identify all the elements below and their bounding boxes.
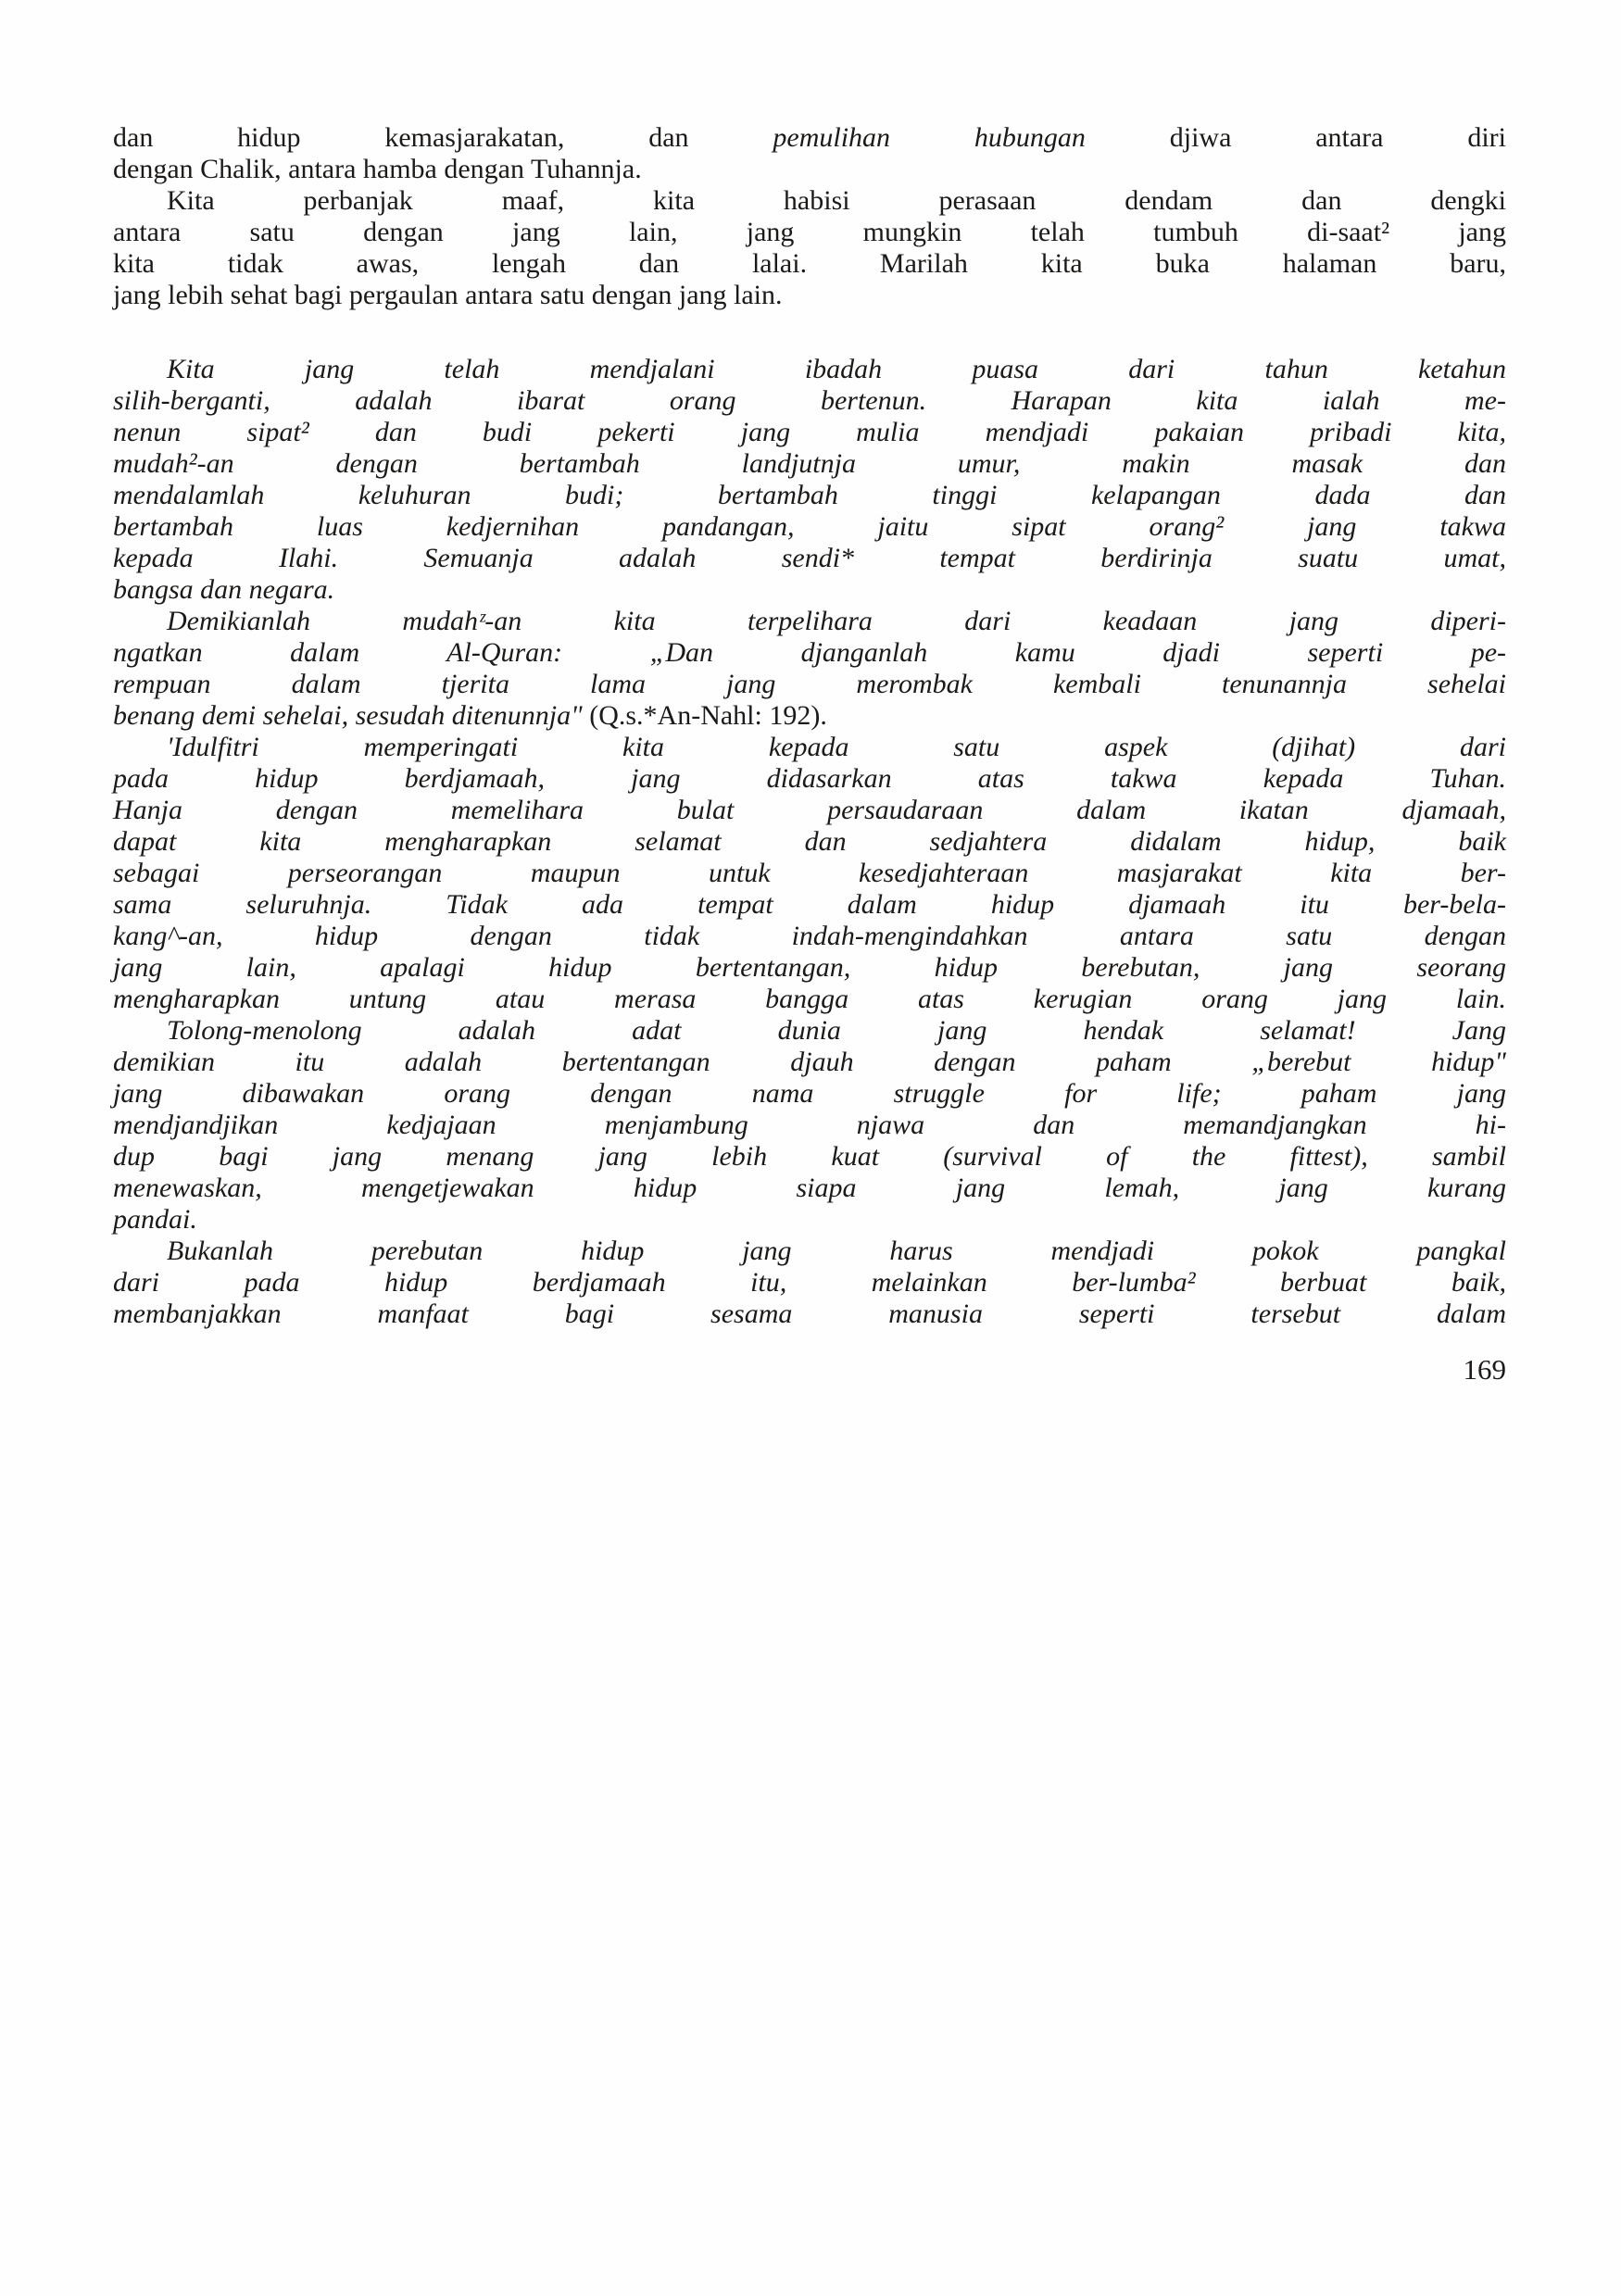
text-segment: benang demi sehelai, sesudah ditenunnja" xyxy=(113,700,590,731)
text-segment: djiwa antara diri xyxy=(1085,122,1506,153)
text-line: mengharapkan untung atau merasa bangga atas kerugian orang jang lain. xyxy=(113,984,1506,1014)
paragraph-2 xyxy=(113,185,1506,311)
text-line: pandai. xyxy=(113,1204,197,1235)
text-line: membanjakkan manfaat bagi sesama manusia seperti tersebut dalam xyxy=(113,1299,1506,1329)
text-block xyxy=(113,122,1506,1386)
text-line: mendjandjikan kedjajaan menjambung njawa dan memandjangkan hi- xyxy=(113,1110,1506,1140)
paragraph-6 xyxy=(113,1015,1506,1236)
text-line: jang lebih sehat bagi pergaulan antara satu dengan jang lain. xyxy=(113,280,783,310)
text-line: jang lain, apalagi hidup bertentangan, hidup berebutan, jang seorang xyxy=(113,952,1506,983)
text-line: Kita jang telah mendjalani ibadah puasa dari tahun ketahun xyxy=(167,354,1506,384)
text-line: nenun sipat² dan budi pekerti jang mulia mendjadi pakaian pribadi kita, xyxy=(113,417,1506,447)
text-line: menewaskan, mengetjewakan hidup siapa jang lemah, jang kurang xyxy=(113,1173,1506,1203)
text-line: bangsa dan negara. xyxy=(113,574,335,605)
text-line: Tolong-menolong adalah adat dunia jang hendak selamat! Jang xyxy=(167,1015,1506,1046)
text-line: Kita perbanjak maaf, kita habisi perasaan dendam dan dengki xyxy=(167,185,1506,216)
paragraph-5 xyxy=(113,732,1506,1015)
text-line: mendalamlah keluhuran budi; bertambah tinggi kelapangan dada dan xyxy=(113,480,1506,510)
text-line: dapat kita mengharapkan selamat dan sedjahtera didalam hidup, baik xyxy=(113,826,1506,857)
text-line xyxy=(113,700,1506,732)
text-line: kita tidak awas, lengah dan lalai. Marilah kita buka halaman baru, xyxy=(113,248,1506,279)
text-line: jang dibawakan orang dengan nama struggle for life; paham jang xyxy=(113,1078,1506,1109)
text-line: mudah²-an dengan bertambah landjutnja umur, makin masak dan xyxy=(113,448,1506,479)
text-line: dari pada hidup berdjamaah itu, melainkan ber-lumba² berbuat baik, xyxy=(113,1267,1506,1298)
page-number: 169 xyxy=(1463,1353,1506,1386)
quran-citation: (Q.s.*An-Nahl: 192). xyxy=(589,700,827,731)
paragraph-4 xyxy=(113,606,1506,732)
text-line: pada hidup berdjamaah, jang didasarkan atas takwa kepada Tuhan. xyxy=(113,763,1506,794)
text-line: Hanja dengan memelihara bulat persaudaraan dalam ikatan djamaah, xyxy=(113,795,1506,825)
text-line: sama seluruhnja. Tidak ada tempat dalam hidup djamaah itu ber-bela- xyxy=(113,889,1506,920)
text-line: bertambah luas kedjernihan pandangan, jaitu sipat orang² jang takwa xyxy=(113,511,1506,542)
paragraph-3 xyxy=(113,354,1506,606)
text-line: Demikianlah mudahᶻ-an kita terpelihara dari keadaan jang diperi- xyxy=(167,606,1506,636)
text-line: demikian itu adalah bertentangan djauh dengan paham „berebut hidup" xyxy=(113,1047,1506,1077)
text-line: dengan Chalik, antara hamba dengan Tuhannja. xyxy=(113,154,642,184)
text-line xyxy=(113,122,1506,154)
text-line: kang^-an, hidup dengan tidak indah-mengindahkan antara satu dengan xyxy=(113,921,1506,951)
text-line: sebagai perseorangan maupun untuk kesedjahteraan masjarakat kita ber- xyxy=(113,858,1506,888)
text-line: ngatkan dalam Al-Quran: „Dan djanganlah kamu djadi seperti pe- xyxy=(113,637,1506,668)
text-line: kepada Ilahi. Semuanja adalah sendi* tempat berdirinja suatu umat, xyxy=(113,543,1506,573)
text-line: 'Idulfitri memperingati kita kepada satu aspek (djihat) dari xyxy=(167,732,1506,762)
text-line: rempuan dalam tjerita lama jang merombak kembali tenunannja sehelai xyxy=(113,669,1506,699)
text-line: dup bagi jang menang jang lebih kuat (survival of the fittest), sambil xyxy=(113,1141,1506,1172)
paragraph-1 xyxy=(113,122,1506,185)
text-line: silih-berganti, adalah ibarat orang bertenun. Harapan kita ialah me- xyxy=(113,385,1506,416)
paragraph-7 xyxy=(113,1236,1506,1330)
text-line: Bukanlah perebutan hidup jang harus mendjadi pokok pangkal xyxy=(167,1236,1506,1266)
text-segment: dan hidup kemasjarakatan, dan xyxy=(113,122,773,153)
italic-phrase: pemulihan hubungan xyxy=(773,122,1086,153)
text-line: antara satu dengan jang lain, jang mungkin telah tumbuh di-saat² jang xyxy=(113,217,1506,247)
